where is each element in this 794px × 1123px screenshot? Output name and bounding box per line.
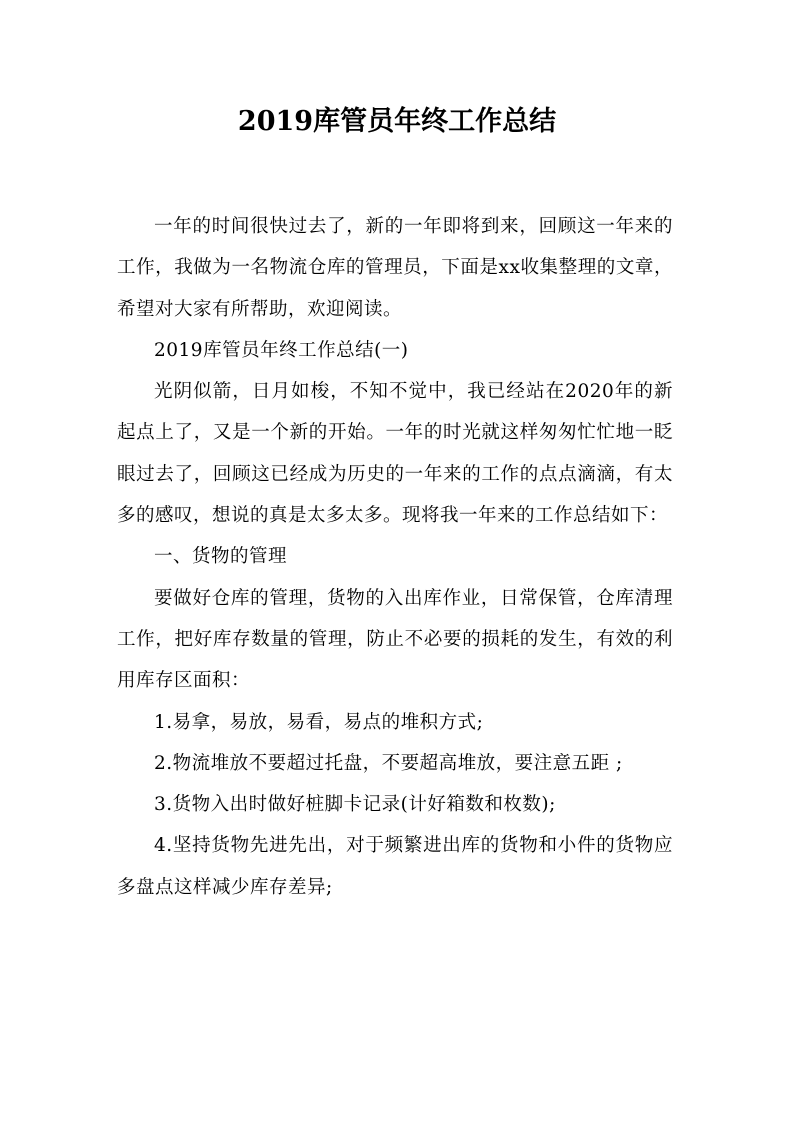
list-item: 2.物流堆放不要超过托盘，不要超高堆放，要注意五距 ; [154,752,623,774]
list-item: 4.坚持货物先进先出，对于频繁进出库的货物和小件的货物应多盘点这样减少库存差异; [117,835,673,898]
document-title: 2019库管员年终工作总结 [237,106,557,137]
subsection-heading: 一、货物的管理 [154,546,288,568]
document-body [117,206,673,908]
paragraph-opening: 光阴似箭，日月如梭，不知不觉中，我已经站在2020年的新起点上了，又是一个新的开始。一年的时光就这样匆匆忙忙地一眨眼过去了，回顾这已经成为历史的一年来的工作的点点滴滴，有太多的感叹，想说的真是太多太多。现将我一年来的工作总结如下： [117,381,673,527]
paragraph-goods-management: 要做好仓库的管理，货物的入出库作业，日常保管，仓库清理工作，把好库存数量的管理，防止不必要的损耗的发生，有效的利用库存区面积： [117,587,673,692]
section-heading: 2019库管员年终工作总结(一) [154,339,409,361]
paragraph-intro: 一年的时间很快过去了，新的一年即将到来，回顾这一年来的工作，我做为一名物流仓库的管理员，下面是xx收集整理的文章，希望对大家有所帮助，欢迎阅读。 [117,216,673,320]
list-item: 1.易拿，易放，易看，易点的堆积方式; [154,711,484,733]
list-item: 3.货物入出时做好桩脚卡记录(计好箱数和枚数); [154,794,556,816]
